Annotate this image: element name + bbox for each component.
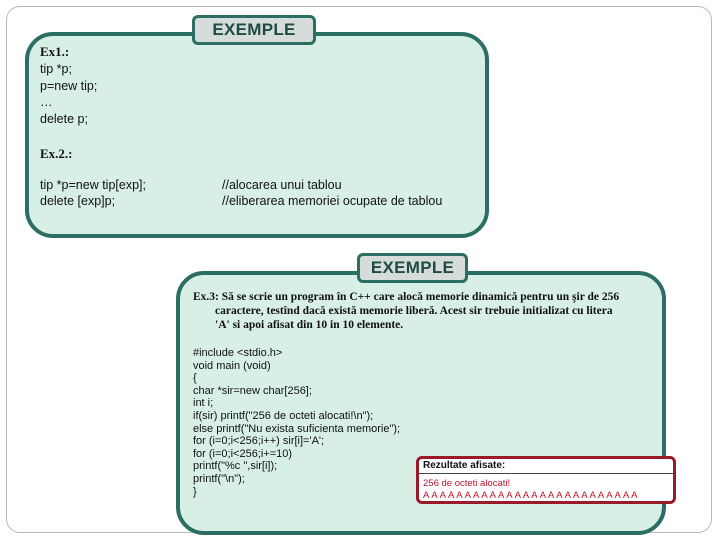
exemple-badge-1: EXEMPLE <box>192 15 316 45</box>
ex2-line-2: delete [exp]p; <box>40 194 116 208</box>
ex1-line-2: p=new tip; <box>40 79 98 93</box>
code-line: void main (void) <box>193 359 271 372</box>
exemple-badge-2: EXEMPLE <box>357 253 468 283</box>
code-line: #include <stdio.h> <box>193 347 283 359</box>
code-line: char *sir=new char[256]; <box>193 384 312 397</box>
ex3-statement <box>193 290 653 332</box>
ex1-label: Ex1.: <box>40 44 70 59</box>
ex2-label: Ex.2.: <box>40 146 73 161</box>
result-divider <box>419 473 673 474</box>
code-line: else printf("Nu exista suficienta memorie"); <box>193 422 401 435</box>
ex3-code-block <box>193 347 400 498</box>
ex1-line-1: tip *p; <box>40 62 72 76</box>
result-title: Rezultate afisate: <box>423 460 506 471</box>
ex3-statement-line-1: Ex.3: Să se scrie un program în C++ care alocă memorie dinamică pentru un şir de 256 <box>193 291 620 303</box>
ex2-line-1: tip *p=new tip[exp]; <box>40 178 146 192</box>
result-output-line-2: A A A A A A A A A A A A A A A A A A A A A A A A A A <box>423 490 638 501</box>
code-line: for (i=0;i<256;i+=10) <box>193 447 293 460</box>
code-line: int i; <box>193 397 214 410</box>
code-line: printf("\n"); <box>193 472 245 485</box>
code-line: for (i=0;i<256;i++) sir[i]='A'; <box>193 435 325 448</box>
ex1-line-4: delete p; <box>40 112 88 126</box>
code-line: if(sir) printf("256 de octeti alocati!\n"); <box>193 409 374 422</box>
ex3-statement-line-3: 'A' si apoi afisat din 10 in 10 elemente. <box>215 319 404 331</box>
ex2-comment-2: //eliberarea memoriei ocupate de tablou <box>222 194 443 208</box>
result-box <box>416 456 676 504</box>
result-output-line-1: 256 de octeti alocati! <box>423 478 511 489</box>
ex1-line-3: … <box>40 95 53 109</box>
code-line: } <box>193 485 197 498</box>
code-line: { <box>193 372 197 385</box>
code-line: printf("%c ",sir[i]); <box>193 460 278 473</box>
ex3-statement-line-2: caractere, testînd dacă există memorie liberă. Acest sir trebuie initializat cu litera <box>215 305 613 317</box>
ex2-comment-1: //alocarea unui tablou <box>222 178 342 192</box>
